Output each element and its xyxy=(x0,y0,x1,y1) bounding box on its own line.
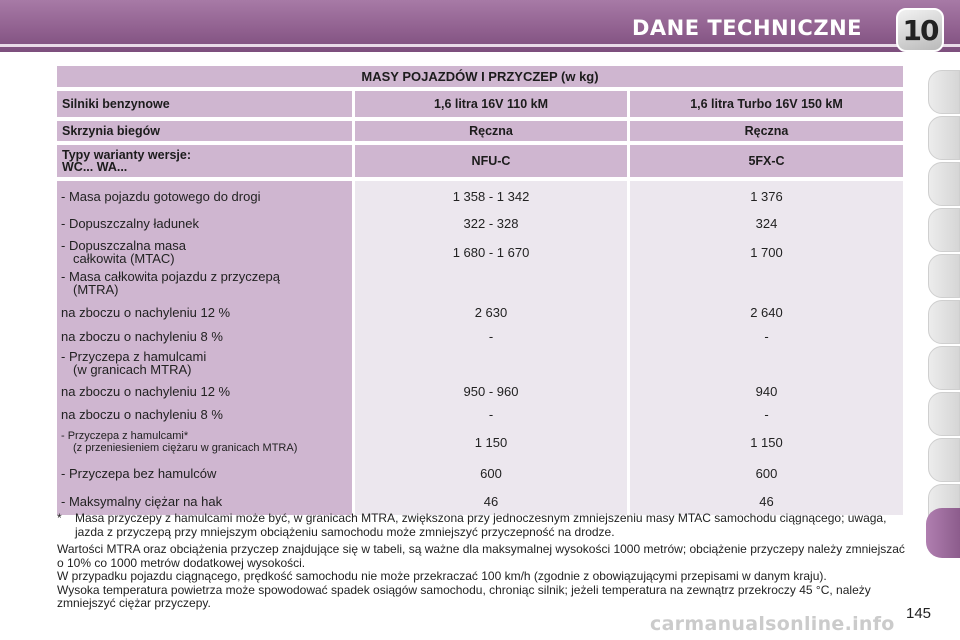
head-value: Ręczna xyxy=(352,121,627,141)
asterisk-mark: * xyxy=(57,511,62,525)
label-column xyxy=(57,181,352,515)
page-number: 145 xyxy=(906,605,932,622)
head-label-line: Typy warianty wersje: xyxy=(62,148,191,162)
chapter-tab[interactable] xyxy=(928,300,960,344)
row-label: na zboczu o nachyleniu 12 % xyxy=(61,304,231,320)
row-label xyxy=(57,347,352,379)
row-value: 1 680 - 1 670 xyxy=(452,244,530,260)
row-value: 324 xyxy=(755,215,778,231)
chapter-tab[interactable] xyxy=(928,116,960,160)
row-value-empty xyxy=(630,347,903,379)
head-label: Skrzynia biegów xyxy=(57,121,352,141)
page-title: DANE TECHNICZNE xyxy=(631,16,862,40)
row-value: 940 xyxy=(755,383,778,399)
value-column-1 xyxy=(352,181,627,515)
row-value: 950 - 960 xyxy=(463,383,519,399)
row-label-line: - Dopuszczalna masa xyxy=(61,238,186,253)
table-head-row xyxy=(57,121,903,141)
head-value: Ręczna xyxy=(627,121,903,141)
head-label: Silniki benzynowe xyxy=(57,91,352,117)
head-value: 1,6 litra Turbo 16V 150 kM xyxy=(627,91,903,117)
row-label-line: (w granicach MTRA) xyxy=(73,362,192,377)
chapter-badge[interactable]: 10 xyxy=(896,8,944,52)
row-value: - xyxy=(764,328,769,344)
row-label: na zboczu o nachyleniu 8 % xyxy=(61,328,223,344)
head-value: 1,6 litra 16V 110 kM xyxy=(352,91,627,117)
row-label: - Dopuszczalny ładunek xyxy=(61,215,200,231)
row-label: - Maksymalny ciężar na hak xyxy=(61,493,223,509)
table-body xyxy=(57,181,903,515)
row-label xyxy=(57,237,352,267)
row-label-line: (z przeniesieniem ciężaru w granicach MTRA) xyxy=(73,442,298,454)
table-caption: MASY POJAZDÓW I PRZYCZEP (w kg) xyxy=(57,66,903,87)
row-value: - xyxy=(488,328,494,344)
row-label xyxy=(57,425,352,459)
footnotes xyxy=(57,512,907,611)
chapter-tab[interactable] xyxy=(928,392,960,436)
note-paragraph: W przypadku pojazdu ciągnącego, prędkość samochodu nie może przekraczać 100 km/h (zgodnie z obowiązującymi przepisami w danym kraju). xyxy=(57,569,827,583)
row-value: 1 150 xyxy=(474,434,508,450)
row-label-line: (MTRA) xyxy=(73,282,119,297)
head-label-line: WC... WA... xyxy=(62,160,128,174)
row-value: - xyxy=(764,406,769,422)
chapter-tab[interactable] xyxy=(928,346,960,390)
mass-table xyxy=(57,62,903,519)
row-value-empty xyxy=(630,267,903,299)
row-value: 322 - 328 xyxy=(463,215,519,231)
row-label-line: całkowita (MTAC) xyxy=(73,251,175,266)
row-value: 46 xyxy=(759,493,774,509)
table-head-row xyxy=(57,91,903,117)
chapter-tab[interactable] xyxy=(928,208,960,252)
row-label-line: - Przyczepa z hamulcami* xyxy=(61,430,189,442)
row-value: 1 376 xyxy=(750,188,783,204)
note-paragraph: Wartości MTRA oraz obciążenia przyczep znajdujące się w tabeli, są ważne dla maksymalnej wysokości 1000 metrów; obciążenie przyczepy należy zmniejszać o 10% co 1000 metrów dodatkowej wysokości. xyxy=(57,542,905,570)
row-label: na zboczu o nachyleniu 12 % xyxy=(61,383,231,399)
row-label: - Masa pojazdu gotowego do drogi xyxy=(61,188,261,204)
asterisk-note-text: Masa przyczepy z hamulcami może być, w granicach MTRA, zwiększona przy jednoczesnym zmniejszeniu masy MTAC samochodu ciągnącego; uwaga, jazda z przyczepą przy mniejszym obciążeniu samochodu może zmniejszyć przyczepność na drodze. xyxy=(75,511,887,539)
row-value: 2 640 xyxy=(750,304,783,320)
chapter-tab[interactable] xyxy=(928,162,960,206)
row-label-line: - Przyczepa z hamulcami xyxy=(61,349,207,364)
row-value: 1 150 xyxy=(750,434,783,450)
chapter-tab[interactable] xyxy=(928,254,960,298)
chapter-tab[interactable] xyxy=(928,70,960,114)
row-label-line: - Masa całkowita pojazdu z przyczepą xyxy=(61,269,280,284)
row-value: 600 xyxy=(480,465,502,481)
head-value: 5FX-C xyxy=(627,145,903,177)
row-value: 46 xyxy=(483,493,499,509)
row-value-empty xyxy=(355,267,627,299)
head-label xyxy=(57,145,352,177)
row-value: 600 xyxy=(755,465,778,481)
chapter-tab-active[interactable] xyxy=(926,508,960,558)
header-stripe xyxy=(0,44,960,47)
row-value-empty xyxy=(355,347,627,379)
row-value: 1 700 xyxy=(750,244,783,260)
row-value: 1 358 - 1 342 xyxy=(452,188,530,204)
row-label: na zboczu o nachyleniu 8 % xyxy=(61,406,223,422)
note-paragraph: Wysoka temperatura powietrza może spowodować spadek osiągów samochodu, chroniąc silnik; jeżeli temperatura na zewnątrz przekroczy 45 °C, należy zmniejszyć ciężar przyczepy. xyxy=(57,582,871,610)
row-value: - xyxy=(488,406,494,422)
row-label xyxy=(57,267,352,299)
watermark-text: carmanualsonline.info xyxy=(650,613,895,635)
asterisk-note xyxy=(57,512,907,539)
value-column-2 xyxy=(627,181,903,515)
row-label: - Przyczepa bez hamulców xyxy=(61,465,217,481)
chapter-tab[interactable] xyxy=(928,438,960,482)
table-head-row xyxy=(57,145,903,177)
head-value: NFU-C xyxy=(352,145,627,177)
row-value: 2 630 xyxy=(474,304,508,320)
table-caption-row xyxy=(57,66,903,87)
